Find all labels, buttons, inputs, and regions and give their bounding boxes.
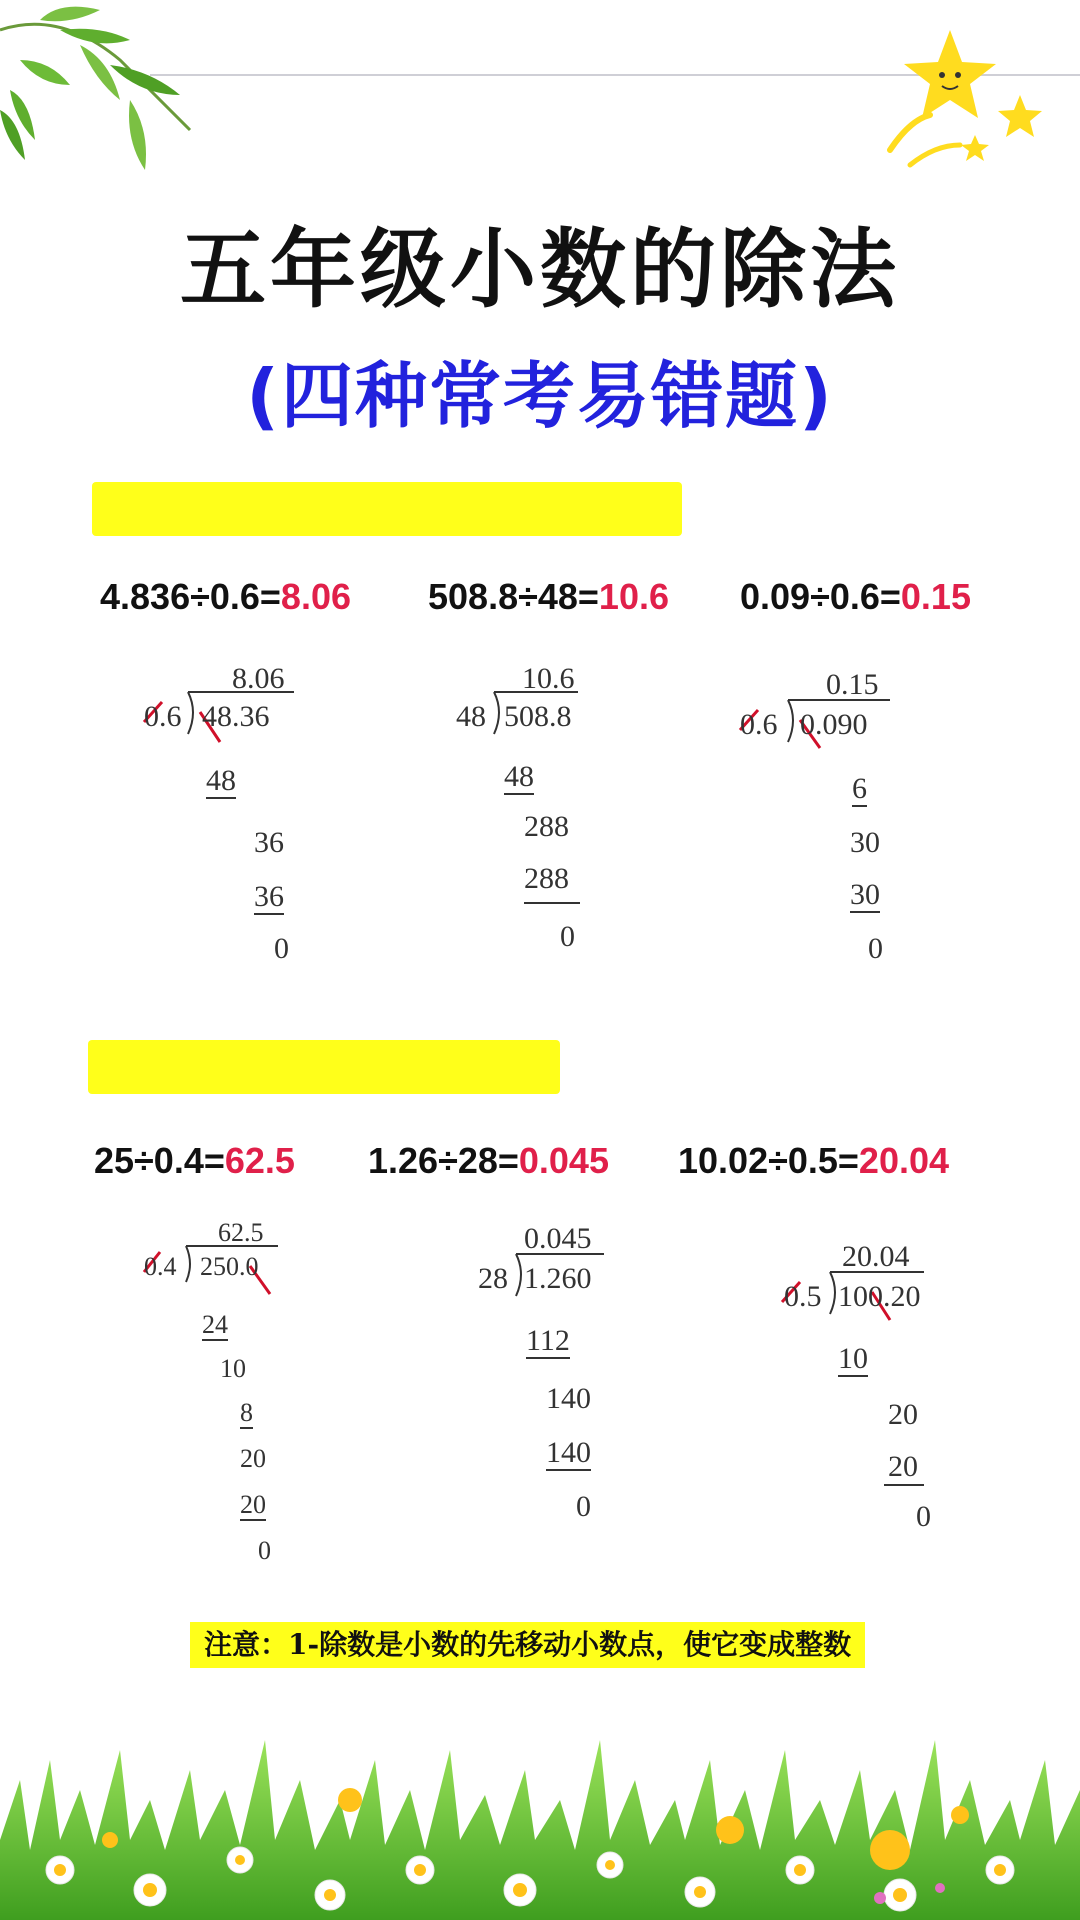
step: 30 [850,878,880,911]
section1-highlight-bar [92,482,682,536]
equation-answer: 20.04 [858,1140,950,1181]
divisor: 0.6 [144,700,182,733]
step: 140 [546,1382,591,1415]
step: 20 [888,1450,918,1483]
step: 36 [254,826,284,859]
step: 0 [576,1490,591,1523]
equation-expression: 10.02÷0.5= [678,1140,859,1181]
long-division-work [476,1222,646,1522]
step: 288 [524,810,569,843]
step: 30 [850,826,880,859]
step: 48 [206,764,236,797]
dividend: 100.20 [838,1280,921,1313]
long-division-work [736,668,916,968]
page-title: 五年级小数的除法 [180,220,900,320]
quotient: 8.06 [232,662,285,695]
equation-expression: 25÷0.4= [94,1140,225,1181]
step: 24 [202,1310,228,1339]
quotient: 20.04 [842,1240,910,1273]
equation-answer: 0.15 [900,576,971,617]
step: 6 [852,772,867,805]
step: 20 [240,1444,266,1473]
equation-answer: 8.06 [280,576,351,617]
long-division-work [780,1240,960,1540]
equation-answer: 0.045 [518,1140,609,1181]
equation-expression: 0.09÷0.6= [740,576,901,617]
equation [94,1140,295,1182]
quotient: 0.15 [826,668,879,701]
dividend: 250.0 [200,1252,259,1281]
step: 0 [868,932,883,965]
long-division-work [140,662,320,965]
step: 0 [560,920,575,953]
section2-highlight-bar [88,1040,560,1094]
page-subtitle: (四种常考易错题) [246,354,834,438]
dividend: 1.260 [524,1262,592,1295]
step: 112 [526,1324,570,1357]
equation-answer: 62.5 [224,1140,295,1181]
step: 8 [240,1398,253,1427]
grass-flowers-icon [0,1720,1080,1920]
step: 20 [888,1398,918,1431]
step: 20 [240,1490,266,1519]
equation-answer: 10.6 [598,576,669,617]
dividend: 508.8 [504,700,572,733]
note-banner: 注意：1-除数是小数的先移动小数点，使它变成整数 [190,1622,865,1668]
quotient: 62.5 [218,1218,264,1247]
dividend: 48.36 [202,700,270,733]
step: 0 [274,932,289,965]
equation [678,1140,949,1182]
long-division-work [454,662,634,962]
subtraction-line [884,1484,924,1486]
bamboo-leaves-icon [0,0,200,190]
step: 48 [504,760,534,793]
dividend: 0.090 [800,708,868,741]
equation-expression: 508.8÷48= [428,576,599,617]
divisor: 28 [478,1262,508,1295]
subtraction-line [524,902,580,904]
quotient: 0.045 [524,1222,592,1255]
step: 36 [254,880,284,913]
divisor: 0.4 [144,1252,177,1281]
step: 10 [838,1342,868,1375]
equation [100,576,351,618]
long-division-work [140,1218,310,1568]
step: 288 [524,862,569,895]
equation-expression: 1.26÷28= [368,1140,519,1181]
step: 140 [546,1436,591,1469]
equation [428,576,669,618]
equation [368,1140,609,1182]
divisor: 0.6 [740,708,778,741]
step: 10 [220,1354,246,1383]
step: 0 [258,1536,271,1565]
step: 0 [916,1500,931,1533]
smiling-stars-icon [880,20,1060,170]
divisor: 48 [456,700,486,733]
equation [740,576,971,618]
divisor: 0.5 [784,1280,822,1313]
equation-expression: 4.836÷0.6= [100,576,281,617]
quotient: 10.6 [522,662,575,695]
